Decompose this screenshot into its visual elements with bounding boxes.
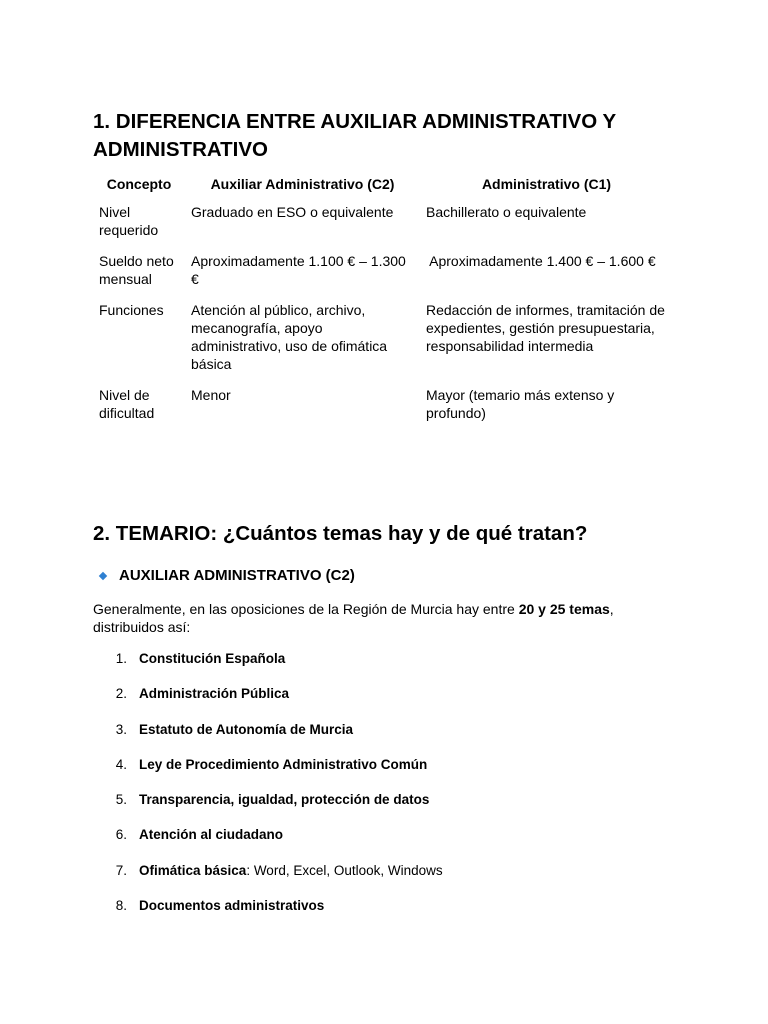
- intro-text-before: Generalmente, en las oposiciones de la Región de Murcia hay entre: [93, 601, 519, 617]
- table-cell: Redacción de informes, tramitación de expedientes, gestión presupuestaria, responsabilidad intermedia: [426, 302, 665, 354]
- table-row: [93, 252, 673, 301]
- comparison-table: [93, 171, 673, 435]
- list-item: [93, 650, 653, 685]
- list-item-name: Ofimática básica: [139, 862, 247, 878]
- list-item-name: Documentos administrativos: [139, 898, 325, 914]
- list-item-name: Ley de Procedimiento Administrativo Común: [139, 756, 428, 772]
- list-item-name: Administración Pública: [139, 686, 290, 702]
- list-item: [93, 685, 653, 720]
- table-header-cell: Auxiliar Administrativo (C2): [210, 176, 395, 192]
- list-item: [93, 826, 653, 861]
- list-item-extra: : Word, Excel, Outlook, Windows: [246, 862, 443, 878]
- table-cell: Nivel de dificultad: [99, 387, 155, 421]
- table-cell: Atención al público, archivo, mecanografía, apoyo administrativo, uso de ofimática básica: [191, 302, 388, 372]
- table-cell: Funciones: [99, 302, 164, 318]
- list-item-number: 3.: [115, 721, 127, 737]
- list-item-number: 8.: [115, 898, 127, 914]
- list-item: [93, 791, 653, 826]
- table-cell: Graduado en ESO o equivalente: [191, 204, 394, 220]
- table-cell: Aproximadamente 1.400 € – 1.600 €: [426, 253, 656, 269]
- list-item-number: 1.: [115, 651, 127, 666]
- section-1-title: 1. DIFERENCIA ENTRE AUXILIAR ADMINISTRATIVO Y ADMINISTRATIVO: [93, 110, 616, 161]
- list-item-number: 5.: [115, 792, 127, 808]
- table-row: [93, 301, 673, 386]
- list-item: [93, 721, 653, 756]
- intro-text-bold: 20 y 25 temas: [518, 601, 610, 617]
- subsection-title-text: AUXILIAR ADMINISTRATIVO (C2): [119, 567, 355, 584]
- table-cell: Bachillerato o equivalente: [426, 204, 587, 220]
- list-item-name: Transparencia, igualdad, protección de datos: [139, 792, 430, 808]
- table-cell: Sueldo neto mensual: [99, 253, 174, 287]
- list-item-name: Constitución Española: [139, 651, 286, 666]
- diamond-bullet-icon: [99, 572, 107, 580]
- list-item-number: 7.: [115, 862, 127, 878]
- list-item: [93, 862, 653, 897]
- list-item: [93, 897, 653, 932]
- subsection-title: [98, 566, 355, 586]
- table-header-cell: Concepto: [106, 176, 172, 192]
- intro-paragraph: [93, 600, 653, 636]
- table-cell: Aproximadamente 1.100 € – 1.300 €: [191, 253, 406, 287]
- table-cell: Menor: [191, 387, 231, 403]
- table-cell: Nivel requerido: [99, 204, 159, 238]
- list-item-name: Estatuto de Autonomía de Murcia: [139, 721, 354, 737]
- section-2-title: 2. TEMARIO: ¿Cuántos temas hay y de qué tratan?: [93, 522, 588, 545]
- table-row: [93, 203, 673, 252]
- table-row: [93, 386, 673, 435]
- table-header-row: [93, 171, 673, 203]
- list-item-number: 2.: [115, 686, 127, 702]
- intro-text-after: , distribuidos así:: [93, 601, 614, 635]
- list-item-name: Atención al ciudadano: [139, 827, 284, 843]
- table-header-cell: Administrativo (C1): [481, 176, 612, 192]
- list-item: [93, 756, 653, 791]
- list-item-number: 6.: [115, 827, 127, 843]
- list-item-number: 4.: [115, 756, 127, 772]
- topics-list: [93, 650, 653, 932]
- table-cell: Mayor (temario más extenso y profundo): [426, 387, 615, 421]
